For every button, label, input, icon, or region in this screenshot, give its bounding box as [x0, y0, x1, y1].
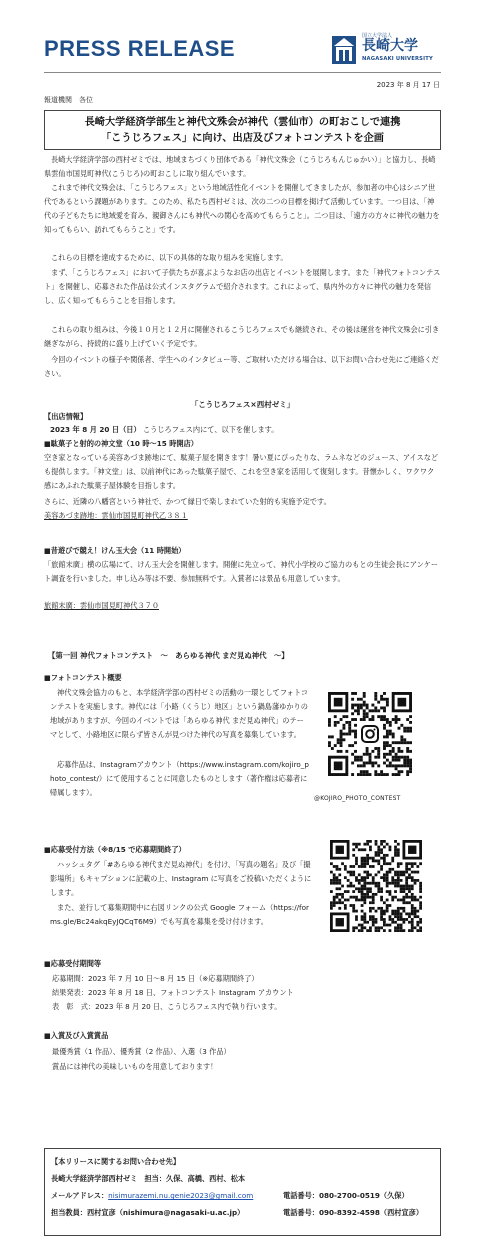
photo-prize-line-1: 最優秀賞（1 作品）、優秀賞（2 作品）、入選（3 作品）: [52, 1047, 231, 1056]
photo-overview-body2: 応募作品は、Instagramアカウント（https://www.instagram.com/kojiro_photo_contest/）にて使用することに同意したものとします（著作権は応募者に帰属します）。: [50, 760, 309, 797]
fes-item1-address: 美容あづま跡地：雲仙市国見町神代乙３８１: [44, 511, 188, 520]
contact-teacher: 担当教員：西村宣彦（nishimura@nagasaki-u.ac.jp）: [51, 1208, 245, 1217]
instagram-qr-caption: @KOJIRO_PHOTO_CONTEST: [314, 795, 401, 802]
contact-mail-label: メールアドレス：: [51, 1191, 109, 1200]
fes-item2-body: 「旅館末廣」横の広場にて、けん玉大会を開催します。開催に先立って、神代小学校のご協力のもとの生徒会長にアンケート調査を行いました。申し込み等は不要、参加無料です。入賞者には景品も用意しています。: [44, 560, 439, 583]
fes-date-line: [50, 424, 278, 435]
fes-info-label: 【出店情報】: [44, 412, 88, 421]
contact-phone-2: 電話番号：090-8392-4598（西村宣彦）: [283, 1208, 424, 1217]
contact-title: 【本リリースに関するお問い合わせ先】: [51, 1157, 181, 1166]
intro-paragraph-3: これらの目標を達成するために、以下の具体的な取り組みを実施します。: [51, 253, 288, 262]
photo-overview-body: 神代文殊会協力のもと、本学経済学部の西村ゼミの活動の一環としてフォトコンテストを実施します。神代には「小路（くうじ）地区」という鍋島藩ゆかりの地域がありますが、今回のイベントでは「あらゆる神代 まだ見ぬ神代」のテーマとして、小路地区に限らず皆さんが見つけた神代の写真を募集しています。: [50, 688, 308, 739]
university-logo: [330, 30, 442, 70]
intro-paragraph-2: これまで神代文殊会は、「こうじろフェス」という地域活性化イベントを開催してきましたが、参加者の中心はシニア世代であるという課題があります。このため、私たち西村ゼミは、次の二つの目標を掲げて活動しています。一つ目は、「神代の子どもたちに地域愛を育み、親御さんにも神代への関心を高めてもらうこと」。二つ目は、「遠方の方々に神代の魅力を知ってもらい、訪れてもらうこと」です。: [44, 183, 440, 234]
photo-overview-title: ■フォトコンテスト概要: [44, 673, 122, 682]
title-line-2: 「こうじろフェス」に向け、出店及びフォトコンテストを企画: [100, 133, 384, 144]
fes-item1-title: ■駄菓子と射的の神文堂（10 時〜15 時開店）: [44, 439, 198, 448]
photo-period-line-3: 表 彰 式：2023 年 8 月 20 日、こうじろフェス内で執り行います。: [52, 1002, 282, 1011]
qr-code-1-icon: [328, 692, 412, 776]
photo-prize-line-2: 賞品には神代の美味しいものを用意しております！: [52, 1062, 218, 1071]
google-form-qr-code[interactable]: [330, 840, 422, 935]
photo-period-line-1: 応募期間：2023 年 7 月 10 日〜8 月 15 日（※応募期間終了）: [52, 974, 259, 983]
intro-paragraph-4: まず、「こうじろフェス」において子供たちが喜ぶようなお店の出店とイベントを展開します。また「神代フォトコンテスト」を開催し、応募された作品は公式インスタグラムで紹介されます。これによって、県内外の方々に神代の魅力を発信し、広く知ってもらうことを目指します。: [44, 268, 441, 305]
intro-paragraph-6: 今回のイベントの様子や関係者、学生へのインタビュー等、ご取材いただける場合は、以下お問い合わせ先にご連絡ください。: [44, 355, 439, 378]
fes-item2-title: ■昔遊びで競え！けん玉大会（11 時開始）: [44, 546, 186, 555]
photo-method-body2: また、並行して募集期間中に右図リンクの公式 Google フォーム（https://forms.gle/Bc24akqEyJQCqT6M9）でも写真を募集を受け付けます。: [50, 903, 309, 926]
title-line-1: 長崎大学経済学部生と神代文殊会が神代（雲仙市）の町おこしで連携: [84, 117, 401, 128]
photo-period-line-2: 結果発表：2023 年 8 月 18 日、フォトコンテスト Instagram アカウント: [52, 988, 294, 997]
fes-item1-body2: さらに、近隣の八幡宮という神社で、かつて縁日で楽しまれていた射的も実施予定です。: [44, 497, 331, 506]
release-date: 2023 年 8 月 17 日: [376, 81, 440, 89]
fes-date: 2023 年 8 月 20 日（日）: [50, 425, 141, 434]
logo-name: 長崎大学: [362, 38, 418, 54]
fes-date-rest: こうじろフェス内にて、以下を催します。: [142, 425, 279, 434]
photo-prize-title: ■入賞及び入賞賞品: [44, 1031, 109, 1040]
contact-row-1: 長崎大学経済学部西村ゼミ 担当：久保、高橋、西村、松本: [51, 1174, 246, 1183]
logo-sub: 国立大学法人: [362, 33, 393, 39]
photo-period-title: ■応募受付期間等: [44, 959, 102, 968]
fes-item1-body: 空き家となっている美容あづま跡地にて、駄菓子屋を開きます！暑い夏にぴったりな、ラムネなどのジュース、アイスなども提供します。「神文堂」は、以前神代にあった駄菓子屋で、これを空き家を活用して復刻します。昔懐かしく、ワクワク感にあふれた駄菓子屋体験を目指します。: [44, 453, 439, 490]
header-divider: [44, 72, 441, 73]
fes-item2-address: 旅館末廣：雲仙市国見町神代３７０: [44, 601, 160, 610]
intro-paragraph-1: 長崎大学経済学部の西村ゼミでは、地域まちづくり団体である「神代文殊会（こうじろもんじゅかい）」と協力し、長崎県雲仙市国見町神代(こうじろ)の町おこしに取り組んでいます。: [44, 155, 436, 178]
recipient: 報道機関 各位: [44, 96, 93, 104]
photo-heading: 【第一回 神代フォトコンテスト ～ あらゆる神代 まだ見ぬ神代 ～】: [48, 651, 289, 660]
contact-mail-link[interactable]: nisimurazemi.nu.genie2023@gmail.com: [108, 1191, 254, 1200]
contact-row-teacher: [51, 1204, 434, 1221]
intro-paragraph-5: これらの取り組みは、今後１０月と１２月に開催されるこうじろフェスでも継続され、その後は運営を神代文殊会に引き継ぎながら、持続的に盛り上げていく予定です。: [44, 325, 440, 348]
contact-box: [44, 1148, 441, 1236]
instagram-qr-code[interactable]: [328, 692, 412, 779]
photo-method-title: ■応募受付方法（※8/15 で応募期間終了）: [44, 845, 186, 854]
photo-method-body: ハッシュタグ「#あらゆる神代まだ見ぬ神代」を付け、「写真の題名」及び「撮影場所」もキャプションに記載の上、Instagram に写真をご投稿いただくようにします。: [50, 860, 312, 897]
contact-row-mail: [51, 1187, 434, 1204]
page-title: PRESS RELEASE: [44, 36, 236, 61]
contact-phone-1: 電話番号：080-2700-0519（久保）: [283, 1191, 409, 1200]
nagasaki-university-emblem-icon: [330, 34, 358, 66]
fes-heading: 「こうじろフェス×西村ゼミ」: [190, 400, 295, 409]
logo-en: NAGASAKI UNIVERSITY: [362, 56, 433, 62]
release-title-box: [44, 110, 441, 150]
qr-code-2-icon: [330, 840, 422, 932]
